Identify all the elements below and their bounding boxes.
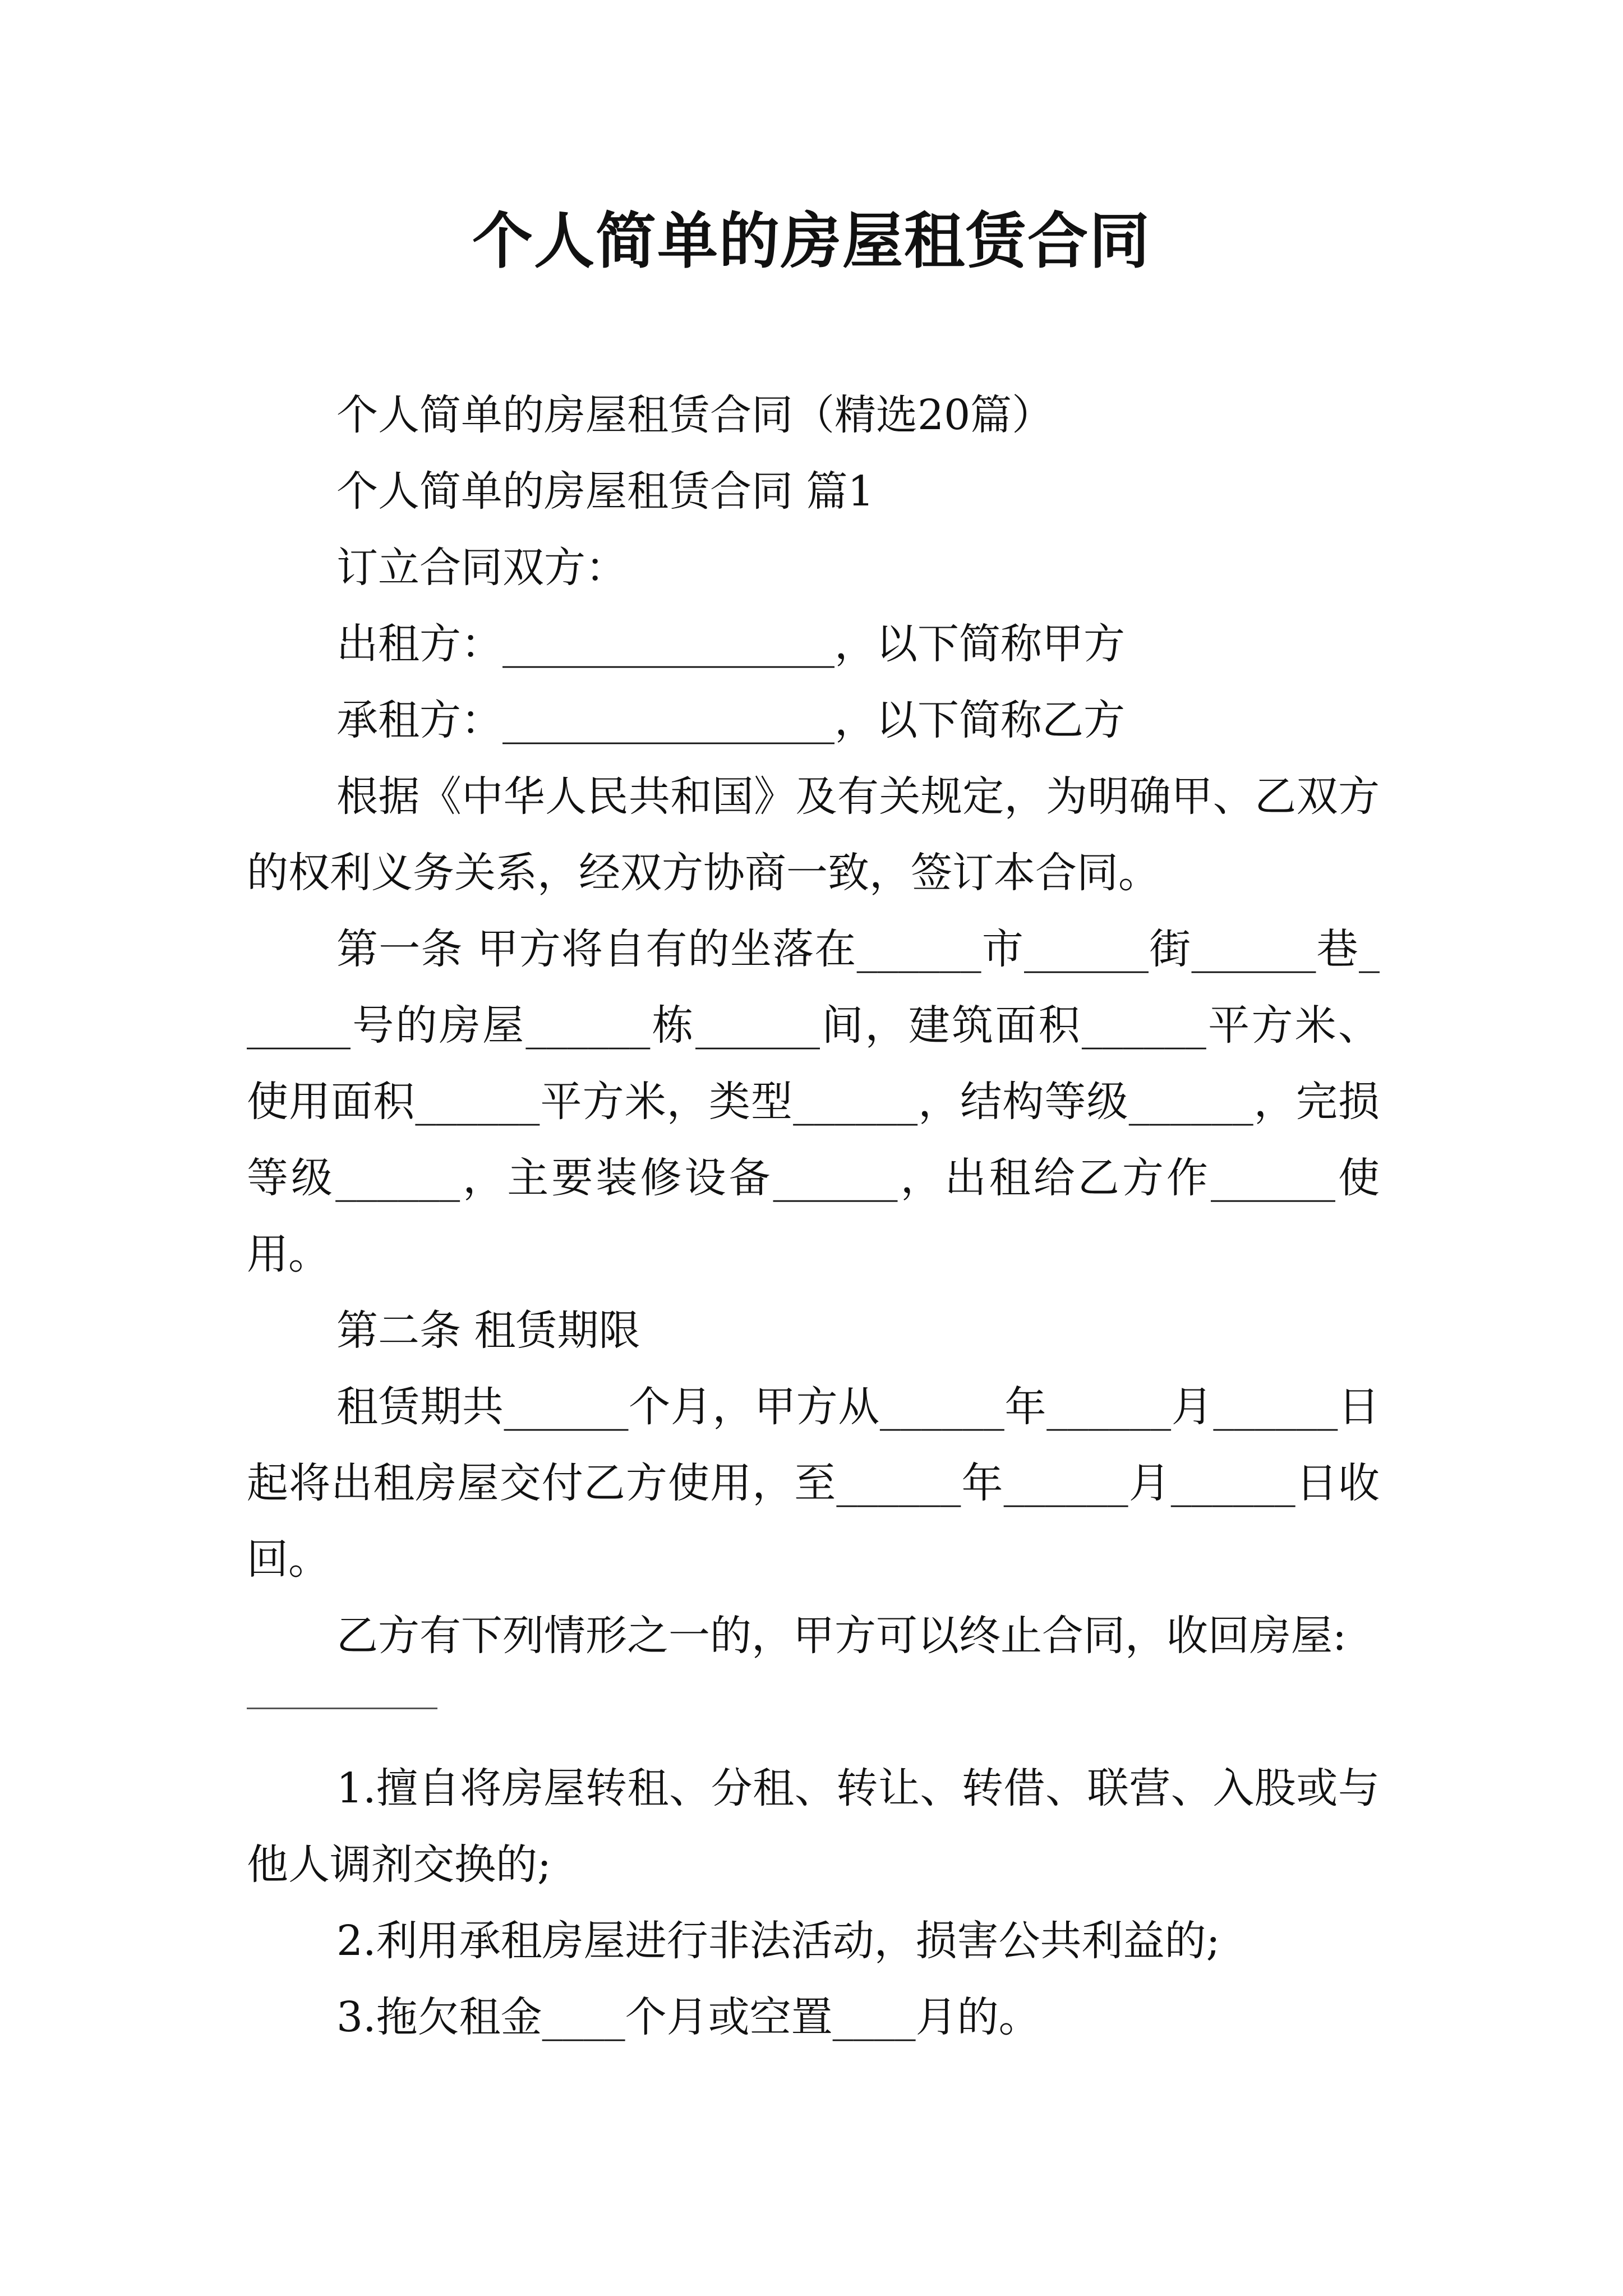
paragraph-parties-heading: 订立合同双方： (336, 544, 627, 592)
blank-rule (247, 1708, 437, 1709)
list-item-3: 3.拖欠租金____个月或空置____月的。 (336, 1993, 1040, 2041)
paragraph-article-2-heading: 第二条 租赁期限 (336, 1306, 640, 1355)
paragraph-termination-conditions: 乙方有下列情形之一的，甲方可以终止合同，收回房屋: (336, 1612, 1347, 1660)
paragraph-preamble: 根据《中华人民共和国》及有关规定，为明确甲、乙双方的权利义务关系，经双方协商一致，签订本合同。 (247, 772, 1380, 897)
paragraph-subtitle: 个人简单的房屋租赁合同（精选20篇） (336, 391, 1054, 439)
paragraph-article-1: 第一条 甲方将自有的坐落在______市______街______巷______号的房屋______栋______间，建筑面积______平方米、使用面积______平方米，类型______，结构等级______，完损等级______，主要装修设备______，出租给乙方作______使用。 (247, 925, 1380, 1278)
document-body (247, 377, 1380, 2055)
paragraph-lessee: 承租方：________________，以下简称乙方 (336, 696, 1125, 744)
document-title: 个人简单的房屋租赁合同 (472, 206, 1151, 277)
list-item-1: 1.擅自将房屋转租、分租、转让、转借、联营、入股或与他人调剂交换的; (247, 1764, 1380, 1889)
blank-rule-line (247, 1674, 1380, 1750)
paragraph-lessor: 出租方：________________，以下简称甲方 (336, 620, 1125, 668)
list-item-2: 2.利用承租房屋进行非法活动，损害公共利益的; (336, 1917, 1220, 1965)
paragraph-lease-term: 租赁期共______个月，甲方从______年______月______日起将出租房屋交付乙方使用，至______年______月______日收回。 (247, 1383, 1380, 1584)
paragraph-section-heading: 个人简单的房屋租赁合同 篇1 (336, 467, 874, 516)
